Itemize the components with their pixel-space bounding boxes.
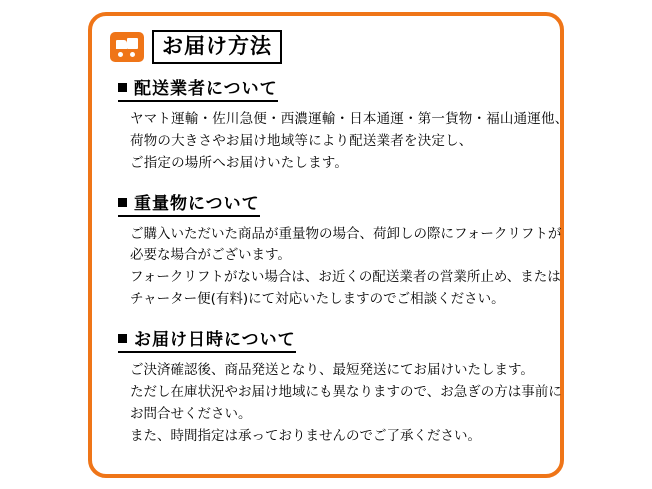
panel-content: [118, 74, 569, 461]
page-title: お届け方法: [152, 30, 282, 64]
square-bullet-icon: [118, 198, 127, 207]
section-heading: [118, 189, 260, 217]
section-line: 必要な場合がございます。: [130, 247, 291, 264]
truck-cargo-shape: [127, 38, 138, 49]
delivery-truck-icon: [110, 32, 144, 62]
section-line: ご決済確認後、商品発送となり、最短発送にてお届けいたします。: [130, 362, 534, 379]
section-heading-text: 配送業者について: [134, 79, 278, 99]
section-line: ただし在庫状況やお届け地域にも異なりますので、お急ぎの方は事前に: [130, 383, 562, 400]
section-heading-text: お届け日時について: [134, 330, 296, 351]
square-bullet-icon: [118, 83, 127, 92]
section-heavy-items: [118, 189, 562, 311]
section-line: お問合せください。: [130, 405, 252, 422]
truck-wheel-rear: [130, 52, 135, 57]
truck-cab-shape: [116, 40, 127, 49]
section-heading: [118, 325, 296, 353]
section-heading: [118, 74, 278, 102]
section-heading-text: 重量物について: [134, 193, 260, 214]
section-line: ご指定の場所へお届けいたします。: [130, 154, 349, 171]
section-line: 荷物の大きさやお届け地域等により配送業者を決定し、: [130, 132, 473, 149]
section-line: また、時間指定は承っておりませんのでご了承ください。: [130, 427, 481, 444]
orange-info-panel: [88, 12, 569, 478]
section-line: ご購入いただいた商品が重量物の場合、荷卸しの際にフォークリフトが: [130, 225, 562, 242]
truck-wheel-front: [118, 52, 123, 57]
section-delivery-datetime: [118, 325, 562, 447]
section-line: ヤマト運輸・佐川急便・西濃運輸・日本通運・第一貨物・福山通運他、: [130, 111, 569, 127]
section-line: フォークリフトがない場合は、お近くの配送業者の営業所止め、または: [130, 269, 561, 286]
section-shipping-carriers: [118, 74, 569, 175]
section-line: チャーター便(有料)にて対応いたしますのでご相談ください。: [130, 291, 505, 308]
panel-title-row: [110, 30, 282, 64]
square-bullet-icon: [118, 334, 127, 343]
